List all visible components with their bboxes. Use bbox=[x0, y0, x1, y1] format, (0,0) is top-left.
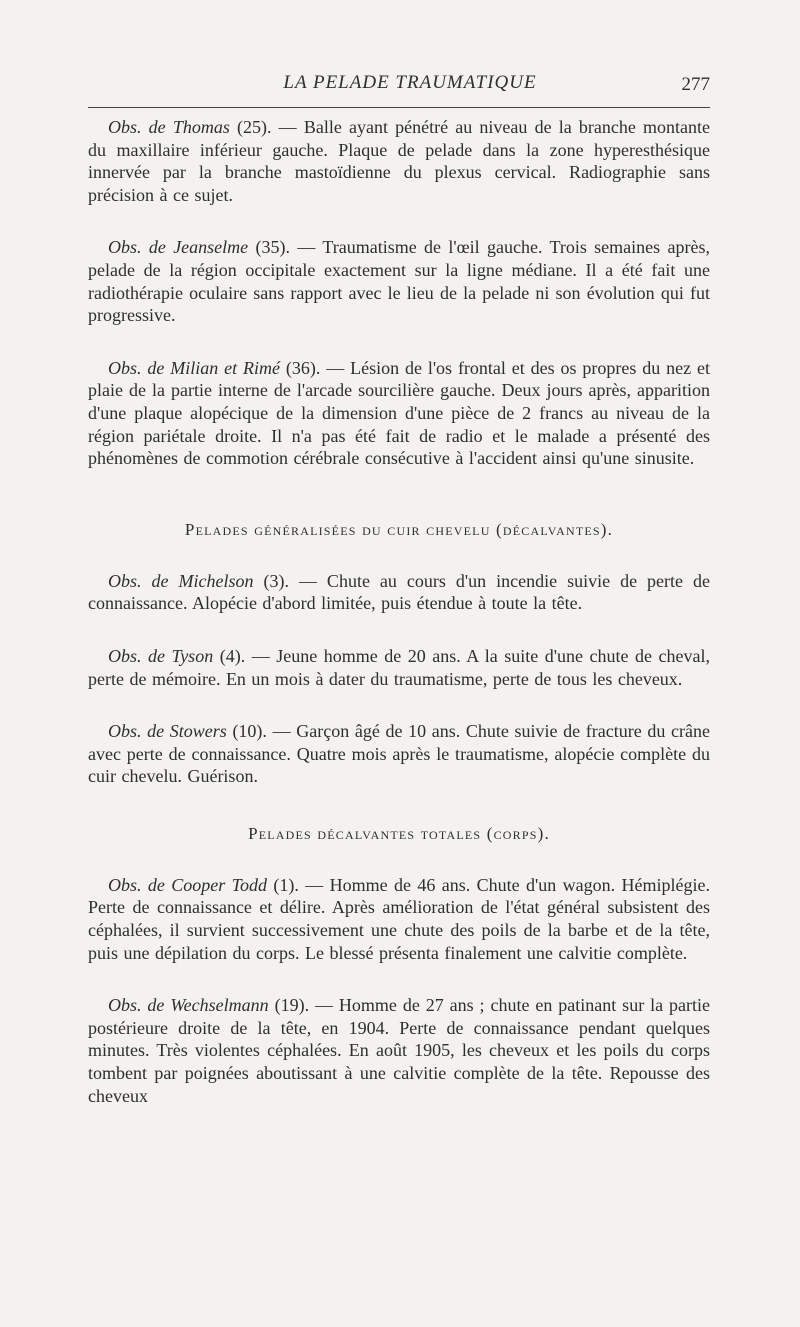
observation-text: (4). — Jeune homme de 20 ans. A la suite d'une chute de cheval, perte de mémoire. En un mois à dater du traumatisme, perte de tous les cheveux. bbox=[88, 645, 710, 689]
observation-author: Obs. de Wechselmann bbox=[108, 995, 269, 1016]
observation-author: Obs. de Jeanselme bbox=[108, 237, 249, 258]
observation-text: (3). — Chute au cours d'un incendie suivie de perte de connaissance. Alopécie d'abord limitée, puis étendue à toute la tête. bbox=[88, 570, 710, 614]
observation-author: Obs. de Thomas bbox=[108, 117, 230, 137]
observation-paragraph bbox=[88, 720, 710, 788]
header-rule bbox=[88, 107, 710, 108]
observation-paragraph bbox=[88, 116, 710, 206]
observation-author: Obs. de Stowers bbox=[108, 721, 227, 742]
observation-text: (36). — Lésion de l'os frontal et des os propres du nez et plaie de la partie interne de l'arcade sourcilière gauche. Deux jours après, apparition d'une plaque alopécique de la dimension d'une pièce de 2 francs au niveau de la région pariétale droite. Il n'a pas été fait de radio et le malade a présenté des phénomènes de commotion cérébrale consécutive à l'accident ainsi qu'une sinusite. bbox=[88, 357, 710, 469]
observation-paragraph bbox=[88, 645, 710, 690]
observation-paragraph bbox=[88, 874, 710, 964]
page-number: 277 bbox=[681, 74, 710, 95]
page-body bbox=[88, 116, 710, 1137]
observation-paragraph bbox=[88, 994, 710, 1107]
running-title: LA PELADE TRAUMATIQUE bbox=[283, 72, 537, 93]
observation-paragraph bbox=[88, 570, 710, 615]
running-head bbox=[88, 72, 710, 98]
observation-text: (19). — Homme de 27 ans ; chute en patinant sur la partie postérieure droite de la tête, en 1904. Perte de connaissance pendant quelques minutes. Très violentes céphalées. En août 1905, les cheveux et les poils du corps tombent par poignées aboutissant à une calvitie complète de la tête. Repousse des cheveux bbox=[88, 995, 710, 1106]
observation-text: (35). — Traumatisme de l'œil gauche. Trois semaines après, pelade de la région occipitale exactement sur la ligne médiane. Il a été fait une radiothérapie oculaire sans rapport avec le lieu de la pelade ni son évolution qui fut progressive. bbox=[88, 237, 710, 326]
observation-author: Obs. de Milian et Rimé bbox=[108, 357, 280, 378]
observation-paragraph bbox=[88, 357, 710, 470]
observation-paragraph bbox=[88, 236, 710, 326]
section-heading: Pelades généralisées du cuir chevelu (décalvantes). bbox=[184, 519, 614, 539]
observation-author: Obs. de Tyson bbox=[108, 645, 214, 666]
observation-text: (25). — Balle ayant pénétré au niveau de la branche montante du maxillaire inférieur gauche. Plaque de pelade dans la zone hyperesthésique innervée par la branche mastoïdienne du plexus cervical. Radiographie sans précision à ce sujet. bbox=[88, 117, 710, 205]
section-heading: Pelades décalvantes totales (corps). bbox=[248, 823, 550, 843]
observation-author: Obs. de Cooper Todd bbox=[108, 874, 267, 895]
observation-author: Obs. de Michelson bbox=[108, 570, 254, 591]
observation-text: (1). — Homme de 46 ans. Chute d'un wagon. Hémiplégie. Perte de connaissance et délire. Après amélioration de l'état général subsistent des céphalées, il survient successivement une chute des poils de la barbe et de la tête, puis une dépilation du corps. Le blessé présenta finalement une calvitie complète. bbox=[88, 874, 710, 963]
observation-text: (10). — Garçon âgé de 10 ans. Chute suivie de fracture du crâne avec perte de connaissance. Quatre mois après le traumatisme, alopécie complète du cuir chevelu. Guérison. bbox=[88, 721, 710, 787]
